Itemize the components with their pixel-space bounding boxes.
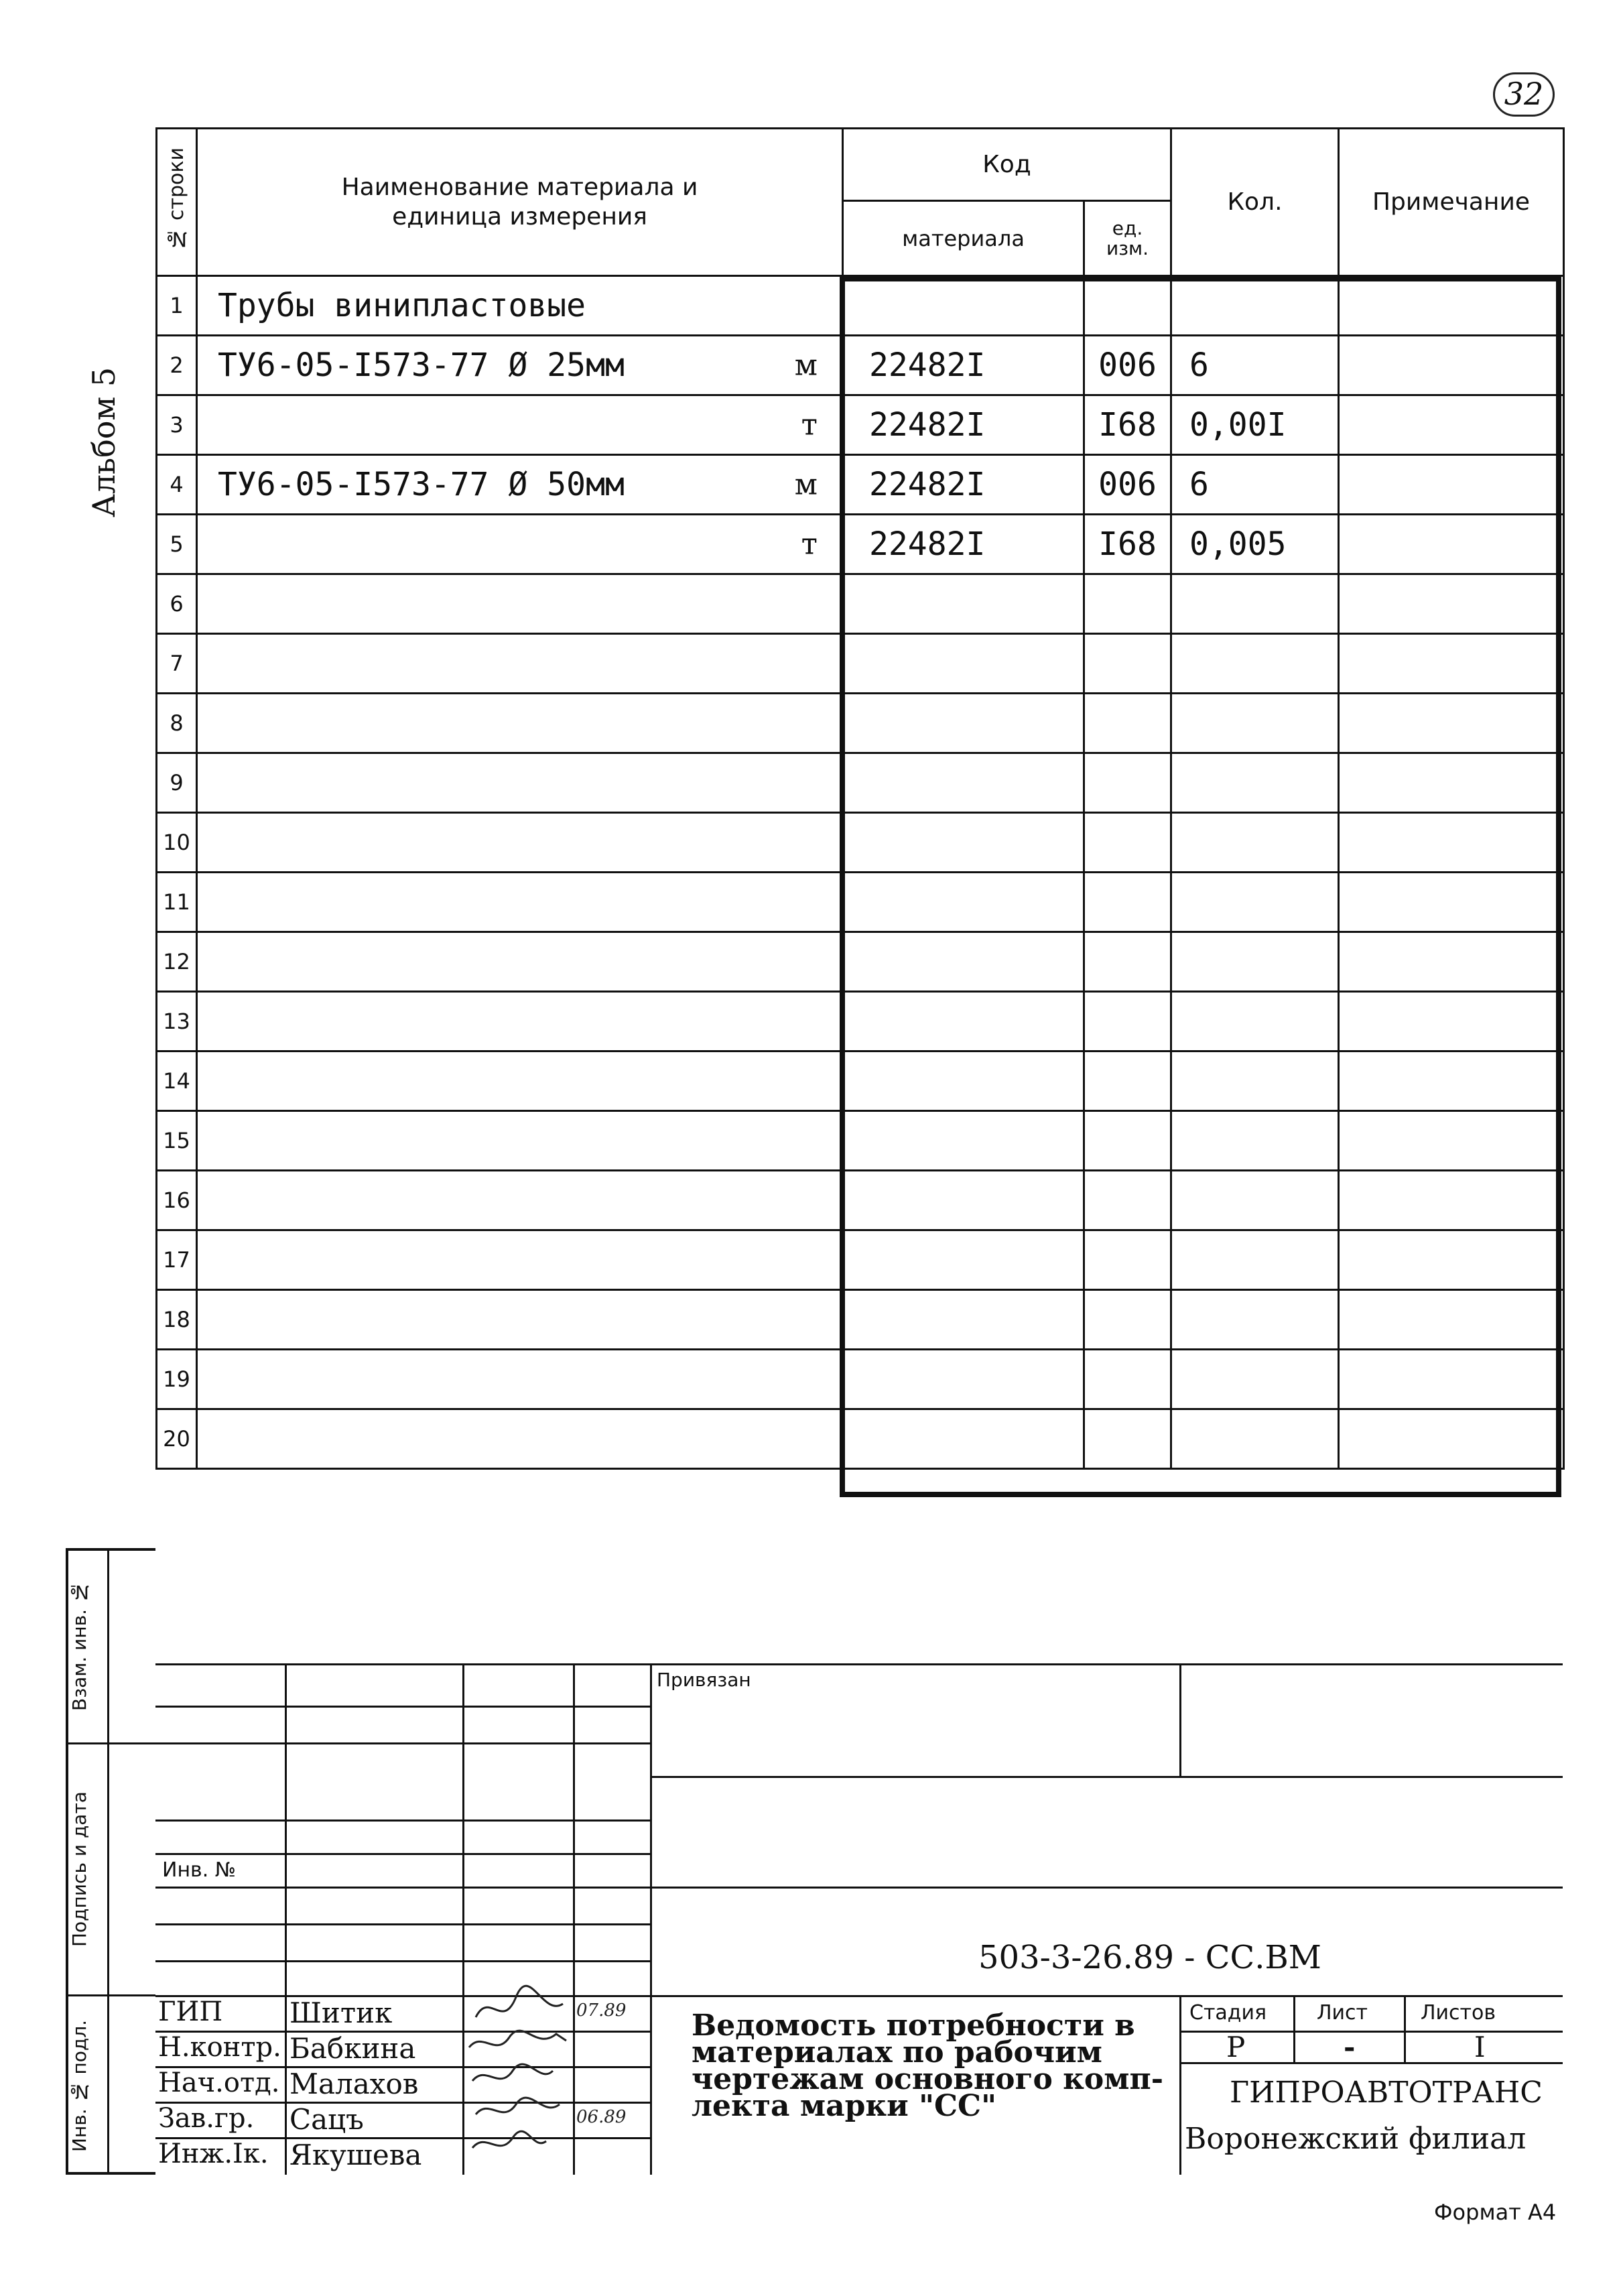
row-number-text: 1 [170,293,184,318]
material-code-text: 22482I [869,466,986,503]
row-number [157,1230,197,1290]
stage-value: Р [1226,2031,1246,2063]
measure-unit: т [801,407,818,442]
header-material: материала [843,201,1084,276]
inv-podl-label: Инв. № подл. [68,2019,90,2152]
quantity-text: 0,005 [1189,525,1287,563]
doc-title-line-1: Ведомость потребности в [692,2008,1135,2043]
row-number [157,694,197,753]
format-label: Формат А4 [1434,2199,1557,2225]
row-number [157,992,197,1051]
row-number-text: 12 [163,949,190,974]
row-number [157,1350,197,1409]
measure-unit: м [794,467,818,502]
person-name: Сацъ [289,2103,364,2136]
material-name [197,515,843,574]
role-label: Зав.гр. [158,2103,255,2134]
row-number [157,753,197,813]
row-number [157,455,197,515]
measure-unit: т [801,527,818,562]
person-name: Якушева [289,2139,422,2171]
sheet-value: - [1344,2031,1356,2063]
material-name [197,634,843,694]
material-name [197,1290,843,1350]
material-name [197,1230,843,1290]
material-name [197,336,843,395]
document-title [692,2008,1163,2123]
row-number [157,873,197,932]
material-name [197,276,843,336]
unit-code-text: I68 [1098,406,1157,444]
material-name [197,455,843,515]
header-unit-code: ед. изм. [1084,201,1171,276]
row-number-text: 2 [170,353,184,378]
role-label: ГИП [158,1996,223,2027]
material-name-text: ТУ6-05-I573-77 Ø 50мм [218,466,625,503]
material-name [197,813,843,873]
row-number [157,395,197,455]
row-number [157,813,197,873]
code-columns-outline [840,276,1561,1497]
header-row-no: № строки [157,129,197,276]
row-number-text: 20 [163,1426,190,1452]
row-number-text: 7 [170,651,184,676]
header-code: Код [843,129,1171,201]
row-number [157,1111,197,1171]
role-label: Нач.отд. [158,2067,280,2098]
material-name [197,753,843,813]
sign-date: 07.89 [576,2000,627,2021]
row-number [157,574,197,634]
sheet-label: Лист [1317,2001,1368,2025]
row-number [157,1171,197,1230]
row-number-text: 14 [163,1068,190,1094]
row-number [157,515,197,574]
person-name: Малахов [289,2067,419,2100]
stage-label: Стадия [1189,2001,1267,2025]
doc-title-line-2: материалах по рабочим [692,2035,1102,2069]
quantity-text: 6 [1189,466,1209,503]
row-number-text: 4 [170,472,184,497]
material-name [197,1171,843,1230]
row-number [157,336,197,395]
row-number-text: 8 [170,710,184,736]
material-name [197,395,843,455]
material-code-text: 22482I [869,525,986,563]
privyazan-label: Привязан [657,1669,751,1691]
org-name: ГИПРОАВТОТРАНС [1230,2076,1543,2110]
inv-no-label: Инв. № [162,1858,237,1882]
role-label: Инж.Iк. [158,2139,269,2169]
material-name-text: Трубы винипластовые [218,287,586,324]
doc-title-line-4: лекта марки "СС" [692,2089,996,2123]
row-number [157,1290,197,1350]
row-number-text: 16 [163,1188,190,1213]
material-name [197,1350,843,1409]
row-number [157,276,197,336]
album-label: Альбом 5 [86,367,122,518]
row-number-text: 3 [170,412,184,438]
material-name [197,992,843,1051]
sign-date: 06.89 [576,2107,627,2127]
header-name: Наименование материала и единица измерения [197,129,843,276]
unit-code-text: 006 [1098,346,1157,384]
material-name [197,1409,843,1469]
vzam-inv-label: Взам. инв. № [68,1581,90,1711]
header-note: Примечание [1339,129,1564,276]
org-branch: Воронежский филиал [1185,2122,1527,2156]
row-number-text: 19 [163,1366,190,1392]
row-number-text: 10 [163,830,190,855]
material-name [197,574,843,634]
measure-unit: м [794,348,818,383]
material-code-text: 22482I [869,346,986,384]
unit-code-text: 006 [1098,466,1157,503]
row-number [157,1051,197,1111]
quantity-text: 6 [1189,346,1209,384]
sheets-label: Листов [1421,2001,1496,2025]
quantity-text: 0,00I [1189,406,1287,444]
document-designation: 503-3-26.89 - СС.ВМ [978,1939,1321,1976]
row-number-text: 18 [163,1307,190,1332]
signatures-graphic [462,1977,576,2171]
material-name [197,1051,843,1111]
material-name [197,694,843,753]
podpis-data-label: Подпись и дата [68,1791,90,1947]
row-number [157,1409,197,1469]
material-name [197,1111,843,1171]
role-label: Н.контр. [158,2032,281,2063]
row-number-text: 9 [170,770,184,795]
row-number-text: 6 [170,591,184,617]
row-number-text: 17 [163,1247,190,1273]
row-number-text: 5 [170,531,184,557]
sheets-value: I [1474,2031,1486,2063]
row-number-text: 11 [163,889,190,915]
material-name [197,873,843,932]
unit-code-text: I68 [1098,525,1157,563]
sheet-number: 32 [1493,72,1555,117]
material-code-text: 22482I [869,406,986,444]
row-number-text: 15 [163,1128,190,1153]
header-qty: Кол. [1171,129,1339,276]
row-number [157,634,197,694]
row-number [157,932,197,992]
person-name: Шитик [289,1996,393,2029]
material-name [197,932,843,992]
doc-title-line-3: чертежам основного комп- [692,2062,1163,2096]
row-number-text: 13 [163,1009,190,1034]
person-name: Бабкина [289,2032,416,2065]
material-name-text: ТУ6-05-I573-77 Ø 25мм [218,346,625,384]
